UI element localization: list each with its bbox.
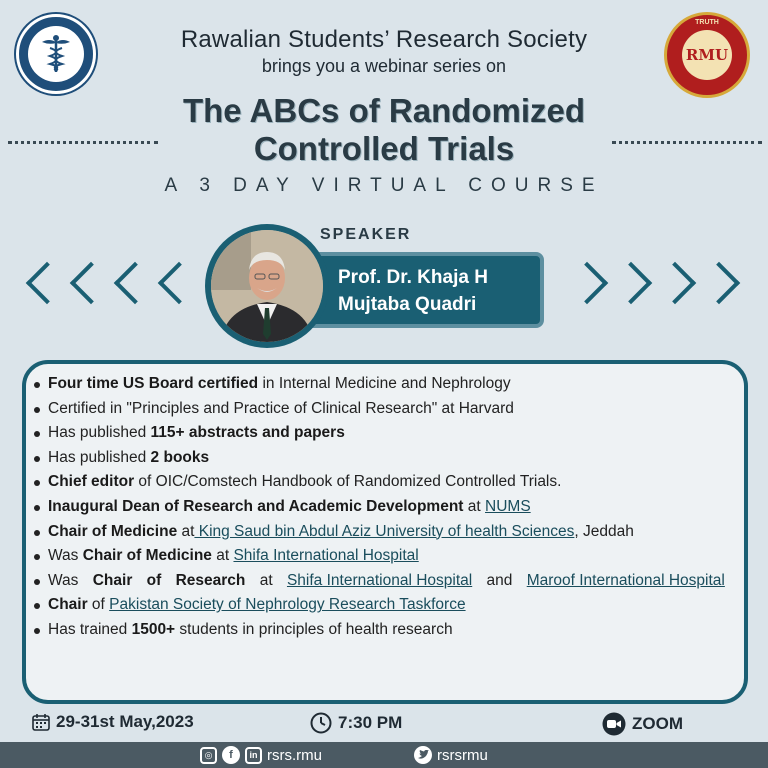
instagram-icon[interactable]: ◎ [200, 747, 217, 764]
chevron-right-icon [654, 262, 696, 304]
credential-bold: Chair [48, 596, 88, 614]
dotted-divider-left [8, 141, 158, 144]
dotted-divider-right [612, 141, 762, 144]
credential-text: of [87, 596, 110, 614]
list-item [32, 446, 726, 471]
speaker-label: SPEAKER [320, 226, 412, 243]
title-line-1: The ABCs of Randomized [182, 92, 586, 129]
nums-link[interactable]: NUMS [485, 497, 531, 515]
credential-text: at [211, 547, 234, 565]
webinar-title [100, 92, 668, 168]
credential-text: Was [48, 547, 83, 565]
list-item [32, 544, 726, 569]
chevron-left-icon [158, 262, 200, 304]
credential-text: Has trained [48, 620, 132, 638]
twitter-handle-group [414, 746, 488, 764]
date-text: 29-31st May,2023 [56, 712, 194, 731]
calendar-icon [32, 713, 50, 731]
credential-bold: 2 books [150, 448, 210, 466]
chevron-left-icon [70, 262, 112, 304]
chevron-left-icon [26, 262, 68, 304]
credential-text: , Jeddah [574, 522, 634, 540]
title-line-2: Controlled Trials [253, 130, 515, 167]
credential-text: Was [48, 571, 93, 589]
list-item [32, 520, 726, 545]
maroof-link[interactable]: Maroof International Hospital [526, 571, 725, 589]
chevron-right-icon [698, 262, 740, 304]
list-item [32, 470, 726, 495]
course-subtitle: A 3 DAY VIRTUAL COURSE [164, 175, 604, 196]
credential-bold: Four time US Board certified [48, 375, 259, 392]
list-item [32, 495, 726, 520]
social-handle[interactable]: rsrsrmu [437, 746, 488, 764]
caduceus-icon [39, 34, 73, 74]
list-item [32, 618, 726, 643]
list-item [32, 421, 726, 446]
social-handle[interactable]: rsrs.rmu [267, 746, 322, 764]
ksau-link[interactable]: King Saud bin Abdul Aziz University of health Sciences [194, 522, 575, 540]
credential-text: at [463, 497, 486, 515]
credential-bold: Chair of Medicine [82, 547, 212, 565]
event-time [310, 712, 402, 734]
list-item [32, 593, 726, 618]
speaker-name-line-1: Prof. Dr. Khaja H [338, 267, 488, 288]
credential-bold: Chair of Research [92, 571, 246, 589]
rsrs-logo [16, 14, 96, 94]
credential-text: Certified in "Principles and Practice of Clinical Research" at Harvard [48, 399, 514, 417]
chevron-left-icon [114, 262, 156, 304]
credential-bold: 1500+ [131, 620, 176, 638]
credential-bold: 115+ abstracts and papers [150, 424, 345, 442]
credential-bold: Chief editor [48, 473, 135, 491]
list-item [32, 397, 726, 422]
linkedin-icon[interactable]: in [245, 747, 262, 764]
clock-icon [310, 712, 332, 734]
credential-text: Has published [48, 448, 151, 466]
credential-text: in Internal Medicine and Nephrology [258, 375, 511, 392]
logo-motto: TRUTH [695, 19, 719, 26]
credential-text: students in principles of health research [175, 620, 453, 638]
event-date [32, 712, 194, 732]
time-text: 7:30 PM [338, 713, 403, 732]
shifa-link[interactable]: Shifa International Hospital [233, 547, 419, 565]
chevron-right-icon [610, 262, 652, 304]
shifa-link[interactable]: Shifa International Hospital [286, 571, 473, 589]
psn-link[interactable]: Pakistan Society of Nephrology Research Taskforce [109, 596, 466, 614]
credential-text: and [472, 571, 527, 589]
credentials-list [32, 372, 726, 643]
list-item [32, 569, 726, 594]
credential-text: at [245, 571, 287, 589]
speaker-name-line-2: Mujtaba Quadri [338, 294, 477, 315]
credential-bold: Chair of Medicine [48, 522, 178, 540]
intro-line: brings you a webinar series on [261, 56, 507, 76]
rmu-logo [664, 12, 750, 98]
logo-initials: RMU [682, 30, 732, 80]
platform-text: ZOOM [632, 714, 683, 733]
zoom-icon [602, 712, 626, 736]
credential-text: of OIC/Comstech Handbook of Randomized Controlled Trials. [134, 473, 562, 491]
list-item [32, 372, 726, 397]
facebook-icon[interactable]: f [222, 746, 240, 764]
speaker-portrait [211, 230, 323, 342]
credential-text: Has published [48, 424, 151, 442]
footer-bar [0, 742, 768, 768]
speaker-photo [205, 224, 329, 348]
credential-text: at [177, 522, 195, 540]
twitter-icon[interactable] [414, 746, 432, 764]
credential-bold: Inaugural Dean of Research and Academic Development [48, 497, 464, 515]
chevron-right-icon [566, 262, 608, 304]
event-platform [602, 712, 683, 736]
social-handle-group [200, 746, 322, 764]
society-name: Rawalian Students’ Research Society [180, 26, 588, 53]
